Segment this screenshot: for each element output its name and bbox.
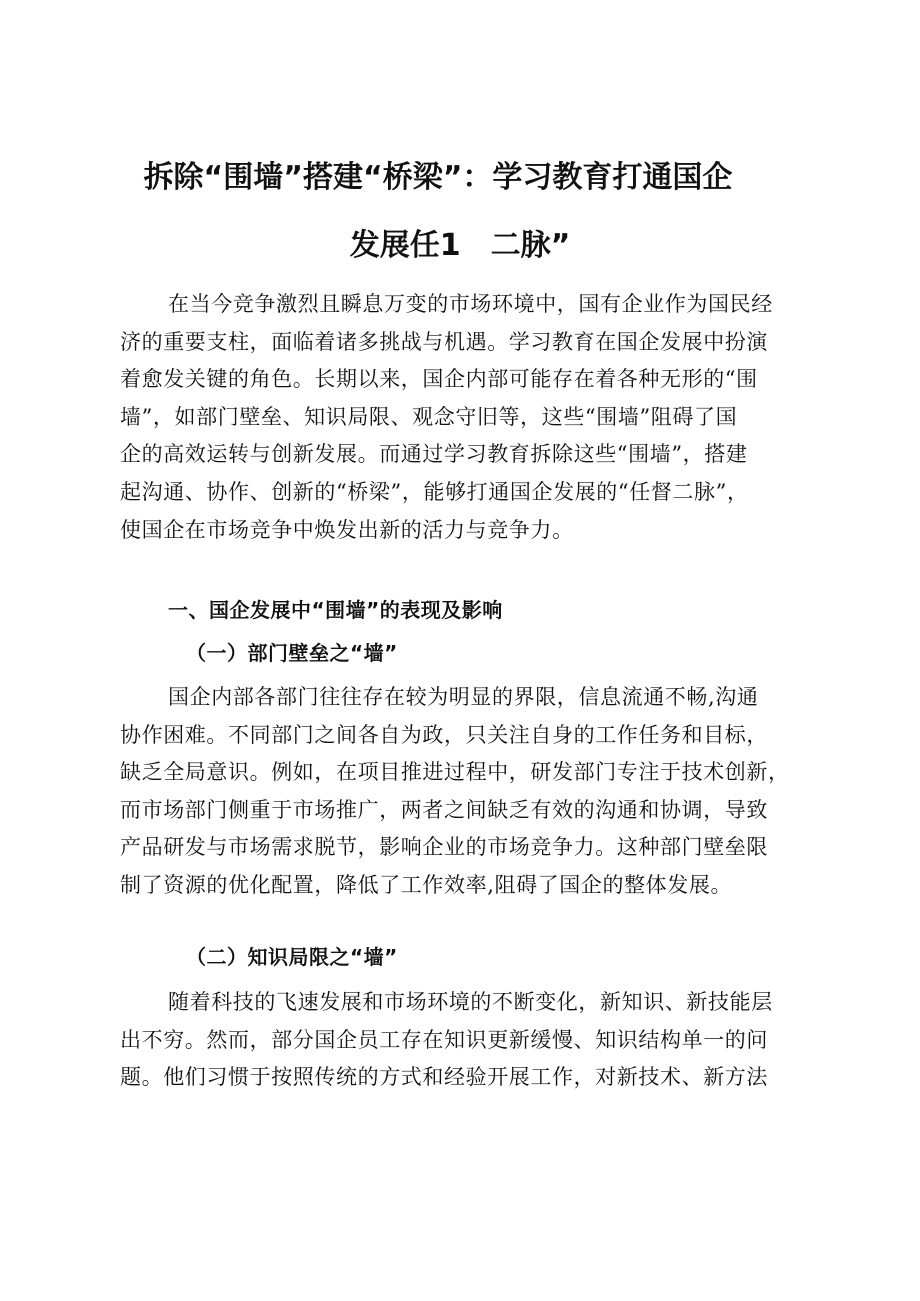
document-title-line-1: 拆除“围墙”搭建“桥梁”：学习教育打通国企 <box>143 160 733 195</box>
document-title-line-2: 发展任1 二脉” <box>349 228 571 263</box>
text-line: 产品研发与市场需求脱节，影响企业的市场竞争力。这种部门壁垒限 <box>120 835 768 860</box>
text-line: 国企内部各部门往往存在较为明显的界限，信息流通不畅,沟通 <box>168 685 759 709</box>
text-line: 起沟通、协作、创新的“桥梁”，能够打通国企发展的“任督二脉”， <box>120 479 749 504</box>
text-line: 使国企在市场竞争中焕发出新的活力与竞争力。 <box>120 517 574 542</box>
text-line: 缺乏全局意识。例如，在项目推进过程中，研发部门专注于技术创新， <box>120 760 790 785</box>
subsection-heading-1: （一）部门壁垒之“墙” <box>186 641 398 665</box>
text-line: 着愈发关键的角色。长期以来，国企内部可能存在着各种无形的“围 <box>120 367 758 392</box>
text-line: 企的高效运转与创新发展。而通过学习教育拆除这些“围墙”，搭建 <box>120 442 748 467</box>
text-line: 在当今竞争激烈且瞬息万变的市场环境中，国有企业作为国民经 <box>168 292 773 316</box>
intro-paragraph <box>120 286 810 549</box>
text-line: 出不穷。然而，部分国企员工存在知识更新缓慢、知识结构单一的问 <box>120 1027 768 1052</box>
text-line: 随着科技的飞速发展和市场环境的不断变化，新知识、新技能层 <box>168 990 773 1014</box>
text-line: 而市场部门侧重于市场推广，两者之间缺乏有效的沟通和协调，导致 <box>120 797 768 822</box>
subsection-heading-2: （二）知识局限之“墙” <box>186 945 398 969</box>
section-heading-1: 一、国企发展中“围墙”的表现及影响 <box>168 598 503 622</box>
subsection-1-paragraph <box>120 679 810 905</box>
text-line: 墙”，如部门壁垒、知识局限、观念守旧等，这些“围墙”阻碍了国 <box>120 404 738 429</box>
text-line: 制了资源的优化配置，降低了工作效率,阻碍了国企的整体发展。 <box>120 872 733 897</box>
text-line: 协作困难。不同部门之间各自为政，只关注自身的工作任务和目标， <box>120 722 768 747</box>
subsection-2-paragraph <box>120 984 810 1097</box>
text-line: 济的重要支柱，面临着诸多挑战与机遇。学习教育在国企发展中扮演 <box>120 329 768 354</box>
text-line: 题。他们习惯于按照传统的方式和经验开展工作，对新技术、新方法 <box>120 1065 768 1090</box>
